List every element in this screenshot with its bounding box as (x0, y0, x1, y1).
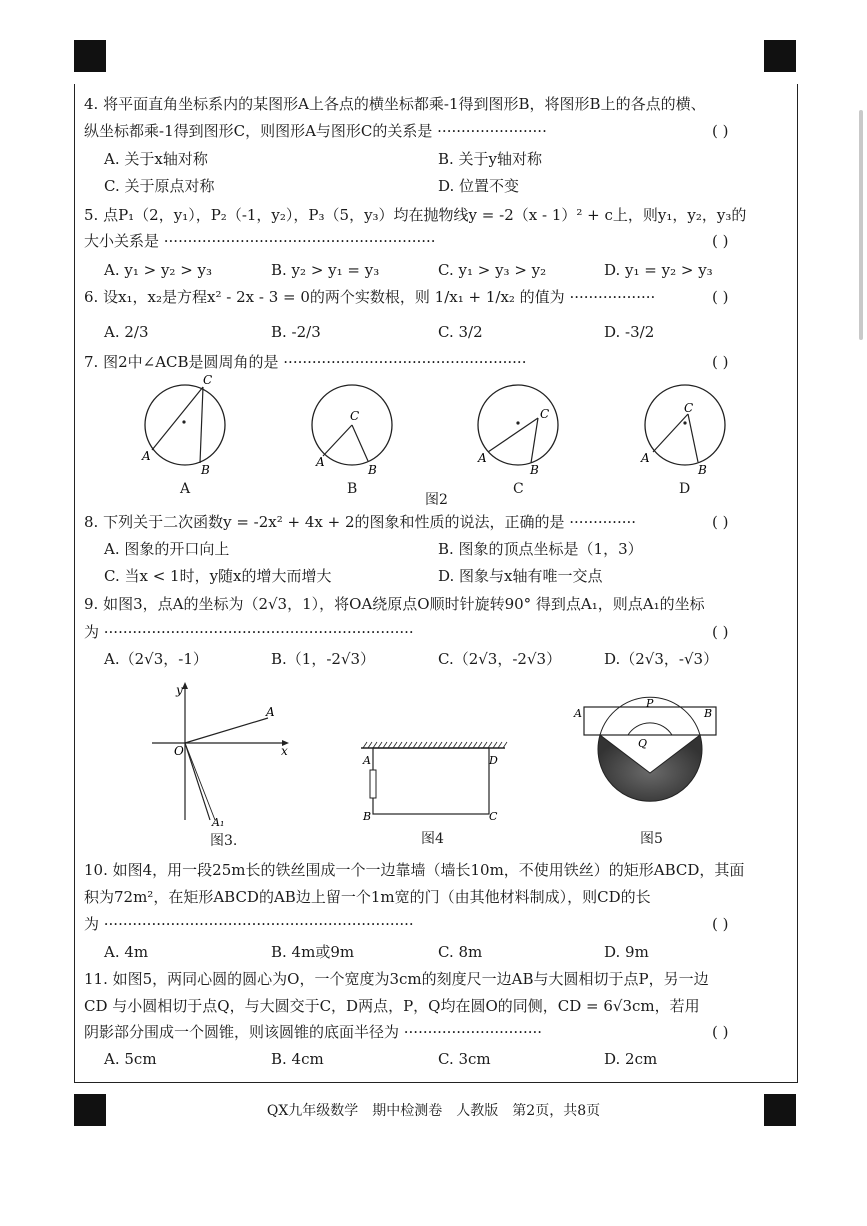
q7-line1: 7. 图2中∠ACB是圆周角的是 ··················································· (84, 353, 527, 371)
svg-text:C: C (540, 407, 550, 421)
figure-5-caption: 图5 (640, 831, 663, 847)
svg-text:A: A (641, 451, 650, 465)
svg-text:A₁: A₁ (212, 816, 225, 829)
q4-line2: 纵坐标都乘-1得到图形C，则图形A与图形C的关系是 ······················· (84, 122, 547, 140)
scrollbar[interactable] (859, 110, 863, 340)
figure-2-circles (130, 370, 730, 500)
answer-paren: ( ) (712, 1023, 729, 1041)
q5-option-b: B. y₂ > y₁ = y₃ (271, 261, 380, 279)
svg-text:C: C (203, 373, 213, 387)
q10-line2: 积为72m²，在矩形ABCD的AB边上留一个1m宽的门（由其他材料制成），则CD的长 (84, 888, 651, 906)
wall-hatch-mark (503, 742, 507, 748)
wall-hatch-mark (443, 742, 447, 748)
svg-text:B: B (363, 810, 372, 823)
q4-option-b: B. 关于y轴对称 (438, 150, 543, 168)
wall-hatch-mark (413, 742, 417, 748)
svg-text:C: C (489, 810, 498, 823)
svg-text:A: A (142, 449, 151, 463)
svg-text:A: A (478, 451, 487, 465)
svg-text:x: x (281, 744, 288, 758)
figure-2-caption: 图2 (425, 492, 448, 508)
q9-line1: 9. 如图3，点A的坐标为（2√3，1），将OA绕原点O顺时针旋转90° 得到点A₁，则点A₁的坐标 (84, 595, 705, 613)
wall-hatch-mark (448, 742, 452, 748)
q10-option-c: C. 8m (438, 943, 483, 961)
q5-option-c: C. y₁ > y₃ > y₂ (438, 261, 547, 279)
registration-mark-top-left (74, 40, 106, 72)
q8-option-a: A. 图象的开口向上 (104, 540, 230, 558)
wall-hatch-mark (378, 742, 382, 748)
answer-paren: ( ) (712, 232, 729, 250)
answer-paren: ( ) (712, 288, 729, 306)
q6-line1: 6. 设x₁，x₂是方程x² - 2x - 3 = 0的两个实数根，则 1/x₁ + 1/x₂ 的值为 ·················· (84, 288, 656, 306)
svg-text:B: B (704, 707, 713, 720)
circle-option-d (640, 385, 725, 477)
wall-hatch-mark (488, 742, 492, 748)
svg-text:O: O (174, 744, 184, 758)
answer-paren: ( ) (712, 513, 729, 531)
q9-option-d: D.（2√3，-√3） (604, 650, 719, 668)
wall-hatch-mark (463, 742, 467, 748)
q11-line3: 阴影部分围成一个圆锥，则该圆锥的底面半径为 ····························· (84, 1023, 543, 1041)
circle-label-b: B (347, 481, 358, 497)
wall-hatch-mark (423, 742, 427, 748)
circle-label-c: C (513, 481, 524, 497)
figure-4-fence-rectangle (355, 738, 515, 828)
wall-hatch-mark (498, 742, 502, 748)
svg-text:P: P (646, 697, 654, 710)
registration-mark-top-right (764, 40, 796, 72)
circle-option-c (477, 385, 558, 477)
q5-option-d: D. y₁ = y₂ > y₃ (604, 261, 713, 279)
wall-hatch-mark (428, 742, 432, 748)
svg-text:A: A (266, 705, 275, 719)
figure-5-concentric-circles (570, 695, 730, 825)
wall-hatch-mark (393, 742, 397, 748)
svg-text:Q: Q (638, 737, 648, 750)
q9-option-a: A.（2√3，-1） (104, 650, 208, 668)
answer-paren: ( ) (712, 623, 729, 641)
q8-line1: 8. 下列关于二次函数y = -2x² + 4x + 2的图象和性质的说法，正确的是 ·············· (84, 513, 637, 531)
q9-line2: 为 ································································· (84, 623, 414, 641)
q8-option-c: C. 当x < 1时，y随x的增大而增大 (104, 567, 332, 585)
q11-option-b: B. 4cm (271, 1050, 324, 1068)
wall-hatch-mark (433, 742, 437, 748)
svg-text:D: D (489, 754, 498, 767)
answer-paren: ( ) (712, 915, 729, 933)
wall-hatch-mark (473, 742, 477, 748)
figure-3-coordinate-plane (150, 680, 300, 830)
q6-option-d: D. -3/2 (604, 323, 655, 341)
circle-option-a (141, 373, 225, 477)
q6-option-b: B. -2/3 (271, 323, 321, 341)
q10-line3: 为 ································································· (84, 915, 414, 933)
q4-option-a: A. 关于x轴对称 (104, 150, 208, 168)
answer-paren: ( ) (712, 122, 729, 140)
wall-hatch-mark (363, 742, 367, 748)
wall-hatch-mark (453, 742, 457, 748)
wall-hatch-mark (408, 742, 412, 748)
q11-line1: 11. 如图5，两同心圆的圆心为O，一个宽度为3cm的刻度尺一边AB与大圆相切于点P，另一边 (84, 970, 709, 988)
svg-text:A: A (316, 455, 325, 469)
svg-text:B: B (368, 463, 377, 477)
wall-hatch-mark (418, 742, 422, 748)
wall-hatch-mark (398, 742, 402, 748)
circle-label-a: A (180, 481, 191, 497)
wall-hatch-mark (478, 742, 482, 748)
svg-text:A: A (363, 754, 371, 767)
q11-line2: CD 与小圆相切于点Q，与大圆交于C，D两点，P，Q均在圆O的同侧，CD = 6√3cm，若用 (84, 997, 700, 1015)
answer-paren: ( ) (712, 353, 729, 371)
wall-hatch-mark (493, 742, 497, 748)
wall-hatch-mark (483, 742, 487, 748)
figure-4-caption: 图4 (421, 831, 444, 847)
q5-line1: 5. 点P₁（2，y₁），P₂（-1，y₂），P₃（5，y₃）均在抛物线y = -2（x - 1）² + c上，则y₁，y₂，y₃的 (84, 206, 747, 224)
svg-text:C: C (350, 409, 360, 423)
q11-option-a: A. 5cm (104, 1050, 157, 1068)
wall-hatch-mark (458, 742, 462, 748)
q5-option-a: A. y₁ > y₂ > y₃ (104, 261, 213, 279)
q4-line1: 4. 将平面直角坐标系内的某图形A上各点的横坐标都乘-1得到图形B，将图形B上的各点的横、 (84, 95, 706, 113)
svg-text:B: B (698, 463, 707, 477)
circle-label-d: D (679, 481, 691, 497)
q10-option-b: B. 4m或9m (271, 943, 355, 961)
q11-option-c: C. 3cm (438, 1050, 491, 1068)
svg-text:C: C (684, 401, 694, 415)
wall-hatch-mark (383, 742, 387, 748)
svg-text:A: A (574, 707, 582, 720)
q6-option-c: C. 3/2 (438, 323, 483, 341)
q4-option-c: C. 关于原点对称 (104, 177, 215, 195)
q10-option-d: D. 9m (604, 943, 649, 961)
q8-option-b: B. 图象的顶点坐标是（1，3） (438, 540, 643, 558)
wall-hatch-mark (468, 742, 472, 748)
wall-hatch-mark (388, 742, 392, 748)
svg-text:B: B (201, 463, 210, 477)
wall-hatch-mark (403, 742, 407, 748)
wall-hatch-mark (368, 742, 372, 748)
svg-text:B: B (530, 463, 539, 477)
q5-line2: 大小关系是 ························································· (84, 232, 436, 250)
svg-text:y: y (176, 683, 183, 697)
q9-option-b: B.（1，-2√3） (271, 650, 376, 668)
circle-option-b (312, 385, 392, 477)
q11-option-d: D. 2cm (604, 1050, 658, 1068)
q10-line1: 10. 如图4，用一段25m长的铁丝围成一个一边靠墙（墙长10m，不使用铁丝）的矩形ABCD，其面 (84, 861, 745, 879)
wall-hatch-mark (373, 742, 377, 748)
page-footer: QX九年级数学 期中检测卷 人教版 第2页，共8页 (266, 1103, 601, 1119)
q4-option-d: D. 位置不变 (438, 177, 520, 195)
q9-option-c: C.（2√3，-2√3） (438, 650, 562, 668)
wall-hatch-mark (438, 742, 442, 748)
q8-option-d: D. 图象与x轴有唯一交点 (438, 567, 603, 585)
figure-3-caption: 图3. (210, 833, 238, 849)
q10-option-a: A. 4m (104, 943, 149, 961)
q6-option-a: A. 2/3 (104, 323, 149, 341)
